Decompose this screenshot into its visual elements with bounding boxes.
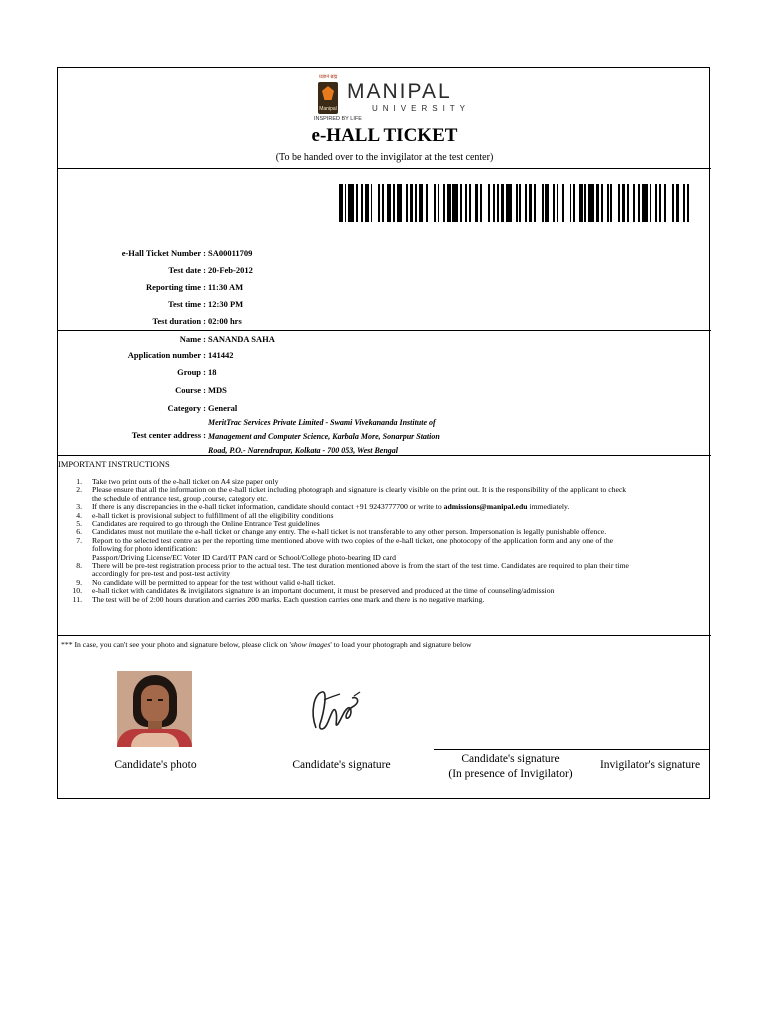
signature-presence-caption: [433, 752, 588, 782]
instruction-number: 10.: [72, 586, 82, 596]
instruction-number: 9.: [76, 577, 82, 587]
manipal-emblem-icon: [318, 82, 338, 114]
instruction-text: Candidates must not mutilate the e-hall ticket or change any entry. The e-hall ticket is not transferable to any other person. Impersonation is legally punishable offence.: [92, 527, 607, 537]
instruction-number: 4.: [76, 510, 82, 520]
invigilator-signature-caption: Invigilator's signature: [599, 759, 701, 771]
note-text: ' to load your photograph and signature below: [330, 640, 472, 649]
instruction-text: immediately.: [527, 502, 570, 512]
address-line: Road, P.O.- Narendrapur, Kolkata - 700 053, West Bengal: [208, 446, 399, 455]
candidate-photo: [117, 671, 192, 747]
test-date-label: Test date :: [168, 265, 206, 275]
images-note: [61, 640, 472, 649]
instruction-text: No candidate will be permitted to appear for the test without valid e-hall ticket.: [92, 577, 336, 587]
divider: [58, 168, 711, 169]
instruction-text: e-hall ticket is provisional subject to fulfillment of all the eligibility conditions: [92, 510, 334, 520]
instruction-text: the schedule of entrance test, group ,course, category etc.: [92, 493, 268, 503]
instruction-item: [64, 596, 704, 604]
brand-tagline: INSPIRED BY LIFE: [314, 116, 362, 122]
instructions-heading: IMPORTANT INSTRUCTIONS: [58, 459, 170, 469]
divider: [58, 330, 711, 331]
reporting-time-value: 11:30 AM: [208, 282, 244, 292]
instruction-text: Please ensure that all the information on the e-hall ticket including photograph and signature is clearly visible on the print out. It is the responsibility of the applicant to check: [92, 485, 627, 495]
course-value: MDS: [208, 385, 227, 395]
name-value: SANANDA SAHA: [208, 334, 275, 344]
page-subtitle: (To be handed over to the invigilator at the test center): [275, 152, 494, 163]
test-date-value: 20-Feb-2012: [208, 265, 253, 275]
brand-name: MANIPAL: [347, 80, 452, 103]
instruction-number: 2.: [76, 485, 82, 495]
instruction-number: 6.: [76, 527, 82, 537]
instruction-text: The test will be of 2:00 hours duration and carries 200 marks. Each question carries one mark and there is no negative marking.: [92, 594, 485, 604]
barcode: [339, 184, 693, 222]
instruction-line: [92, 596, 704, 604]
instruction-text: There will be pre-test registration process prior to the actual test. The test duration mentioned above is from the start of the test time. Candidates are required to plan their time: [92, 561, 629, 571]
application-number-label: Application number :: [127, 350, 206, 360]
caption-line: Candidate's signature: [461, 753, 560, 765]
instruction-text: Passport/Driving License/EC Voter ID Card/IT PAN card or School/College photo-bearing ID card: [92, 552, 396, 562]
page-title: e-HALL TICKET: [311, 125, 458, 146]
brand-subtitle: UNIVERSITY: [372, 104, 471, 113]
hall-ticket: [57, 67, 710, 799]
note-text: *** In case, you can't see your photo and signature below, please click on ': [61, 640, 291, 649]
test-duration-label: Test duration :: [152, 316, 206, 326]
candidate-signature-image: [294, 672, 370, 746]
emblem-text: Manipal: [319, 106, 337, 112]
address-line: Management and Computer Science, Karbala More, Sonarpur Station: [208, 432, 440, 441]
instruction-number: 7.: [76, 535, 82, 545]
instruction-text: Candidates are required to go through the Online Entrance Test guidelines: [92, 519, 320, 529]
test-time-value: 12:30 PM: [208, 299, 244, 309]
ticket-number-value: SA00011709: [208, 248, 253, 258]
instruction-number: 8.: [76, 561, 82, 571]
course-label: Course :: [175, 385, 206, 395]
instruction-item: [64, 562, 704, 579]
test-duration-value: 02:00 hrs: [208, 316, 242, 326]
photo-caption: Candidate's photo: [114, 759, 197, 771]
category-value: General: [208, 403, 238, 413]
instruction-number: 3.: [76, 502, 82, 512]
test-center-address: [208, 416, 498, 458]
instructions-list: [64, 478, 704, 604]
instruction-number: 5.: [76, 519, 82, 529]
test-time-label: Test time :: [168, 299, 206, 309]
name-label: Name :: [179, 334, 206, 344]
instruction-item: [64, 537, 704, 562]
group-label: Group :: [177, 367, 206, 377]
group-value: 18: [208, 367, 217, 377]
category-label: Category :: [167, 403, 206, 413]
application-number-value: 141442: [208, 350, 234, 360]
instruction-text: e-hall ticket with candidates & invigilators signature is an important document, it must be preserved and produced at the time of counseling/admission: [92, 586, 555, 596]
instruction-text: Report to the selected test centre as per the reporting time mentioned above with two copies of the e-hall ticket, one photocopy of the application form and any one of the: [92, 535, 614, 545]
instruction-number: 1.: [76, 477, 82, 486]
address-line: MeritTrac Services Private Limited - Swami Vivekananda Institute of: [208, 418, 436, 427]
admissions-email: admissions@manipal.edu: [443, 502, 528, 512]
instruction-item: [64, 486, 704, 503]
caption-line: (In presence of Invigilator): [448, 768, 573, 780]
logo-motto: प्रज्ञानं ब्रह्म: [319, 74, 338, 80]
test-center-label: Test center address :: [131, 430, 206, 440]
divider: [58, 455, 711, 456]
instruction-text: If there is any discrepancies in the e-hall ticket information, candidate should contact +91 9243777700 or write to: [92, 502, 444, 512]
instruction-text: Take two print outs of the e-hall ticket on A4 size paper only: [92, 477, 279, 486]
signature-line: [434, 749, 709, 750]
instruction-text: accordingly for pre-test and post-test activity: [92, 569, 231, 579]
show-images-link[interactable]: show images: [290, 640, 331, 649]
instruction-text: following for photo identification:: [92, 544, 198, 554]
divider: [58, 635, 711, 636]
university-logo: [314, 72, 474, 124]
instruction-number: 11.: [72, 594, 82, 604]
signature-caption: Candidate's signature: [292, 759, 391, 771]
reporting-time-label: Reporting time :: [146, 282, 206, 292]
ticket-number-label: e-Hall Ticket Number :: [121, 248, 206, 258]
